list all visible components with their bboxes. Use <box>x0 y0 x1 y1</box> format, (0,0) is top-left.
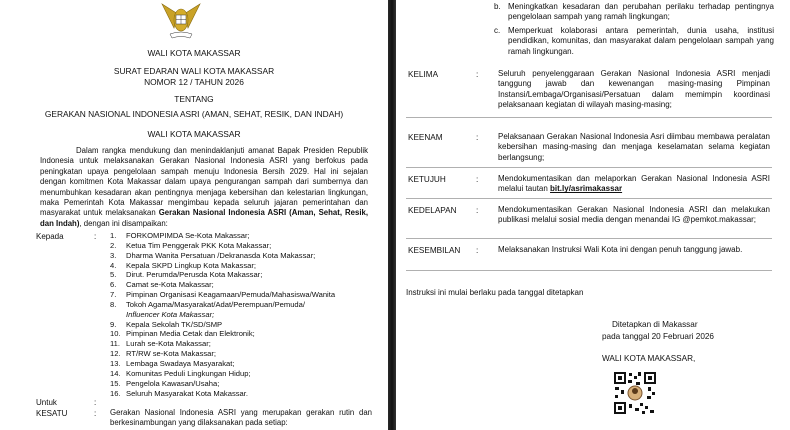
recipient-number: 15. <box>110 378 121 388</box>
recipient-item <box>110 320 335 330</box>
kepada-colon: : <box>94 232 97 241</box>
kedelapan-colon: : <box>476 206 479 215</box>
signatory-title: WALI KOTA MAKASSAR, <box>602 354 696 363</box>
recipient-item <box>110 349 335 359</box>
recipient-item <box>110 280 335 290</box>
recipient-text: Pimpinan Media Cetak dan Elektronik; <box>126 329 255 339</box>
document-subject: GERAKAN NASIONAL INDONESIA ASRI (AMAN, SEHAT, RESIK, DAN INDAH) <box>44 109 344 119</box>
recipient-item <box>110 251 335 261</box>
keenam-colon: : <box>476 133 479 142</box>
recipient-text: Kepala SKPD Lingkup Kota Makassar; <box>126 260 257 270</box>
recipient-item <box>110 339 335 349</box>
recipient-number: 3. <box>110 250 117 260</box>
document-page-left <box>0 0 388 430</box>
kesembilan-colon: : <box>476 246 479 255</box>
divider <box>406 167 772 168</box>
kelima-colon: : <box>476 70 479 79</box>
ditetapkan-date: pada tanggal 20 Februari 2026 <box>602 332 714 341</box>
closing-statement: Instruksi ini mulai berlaku pada tanggal ditetapkan <box>406 288 584 297</box>
recipient-text: FORKOMPIMDA Se-Kota Makassar; <box>126 231 250 240</box>
recipient-number: 8. <box>110 299 117 309</box>
recipient-number: 16. <box>110 388 121 398</box>
kedelapan-text: Mendokumentasikan Gerakan Nasional Indonesia ASRI dan melakukan publikasi melalui sosial media dengan menandai IG @pemkot.makassar; <box>498 205 770 225</box>
keenam-label: KEENAM <box>408 133 443 142</box>
recipient-item <box>110 300 335 310</box>
ketujuh-text-body: Mendokumentasikan dan melaporkan Gerakan Nasional Indonesia ASRI melalui tautan <box>498 174 770 194</box>
ketujuh-text <box>498 174 770 195</box>
recipient-text: Ketua Tim Penggerak PKK Kota Makassar; <box>126 240 272 250</box>
recipient-item <box>110 389 335 399</box>
document-page-right <box>396 0 790 430</box>
recipient-text: Komunitas Peduli Lingkungan Hidup; <box>126 368 251 378</box>
kepada-label: Kepada <box>36 232 64 241</box>
recipient-text: Dharma Wanita Persatuan /Dekranasda Kota Makassar; <box>126 250 316 260</box>
report-link[interactable]: bit.ly/asrimakassar <box>550 184 623 194</box>
recipient-item <box>110 241 335 251</box>
page-gutter <box>388 0 396 430</box>
recipient-text: RT/RW se-Kota Makassar; <box>126 349 217 359</box>
list-item-b <box>494 2 774 23</box>
recipient-item <box>110 310 335 320</box>
document-type: SURAT EDARAN WALI KOTA MAKASSAR <box>113 66 275 76</box>
untuk-colon: : <box>94 398 97 407</box>
list-item-c-marker: c. <box>494 26 501 35</box>
kesembilan-text: Melaksanakan Instruksi Wali Kota ini dengan penuh tanggung jawab. <box>498 245 743 254</box>
recipient-item <box>110 369 335 379</box>
intro-text-end: , dengan ini disampaikan: <box>79 218 168 228</box>
recipient-number: 1. <box>110 231 117 240</box>
recipient-number: 11. <box>110 339 120 349</box>
kedelapan-label: KEDELAPAN <box>408 206 457 215</box>
recipient-text: Seluruh Masyarakat Kota Makassar. <box>126 388 248 398</box>
keenam-text: Pelaksanaan Gerakan Nasional Indonesia Asri diimbau membawa peralatan kebersihan masing-masing dan menjaga keselamatan selama kegiatan berlangsung; <box>498 132 770 162</box>
tentang-label: TENTANG <box>174 94 214 104</box>
recipient-text: Influencer Kota Makassar; <box>126 309 215 319</box>
recipient-list <box>110 231 335 398</box>
letter-heading: WALI KOTA MAKASSAR <box>147 48 241 58</box>
recipient-number: 12. <box>110 349 121 359</box>
recipient-text: Lurah se-Kota Makassar; <box>126 339 211 349</box>
intro-text: Dalam rangka mendukung dan menindaklanjuti amanat Bapak Presiden Republik Indonesia untuk melaksanakan Gerakan Nasional Indonesia ASRI yang berfokus pada peningkatan upaya pengelolaan sampah menuju Indonesia Bersih 2029. Hal ini sejalan dengan komitmen Kota Makassar dalam upaya pengurangan sampah dari sumbernya dan menumbuhkan kesadaran akan pentingnya menjaga kebersihan dan kelestarian lingkungan, maka Pemerintah Kota Makassar mengimbau kepada seluruh jajaran pemerintahan dan masyarakat untuk melaksanakan <box>40 146 368 218</box>
recipient-text: Tokoh Agama/Masyarakat/Adat/Perempuan/Pemuda/ <box>126 299 305 309</box>
qr-code-signature <box>612 370 658 416</box>
intro-paragraph <box>40 146 368 229</box>
document-number: NOMOR 12 / TAHUN 2026 <box>144 77 244 87</box>
intro-bold-text: Gerakan Nasional Indonesia ASRI (Aman, Sehat, Resik, dan Indah) <box>40 208 368 228</box>
list-item-b-text: Meningkatkan kesadaran dan perubahan perilaku terhadap pentingnya pengelolaan sampah yang ramah lingkungan; <box>508 2 774 22</box>
recipient-item <box>110 329 335 339</box>
divider <box>406 270 772 271</box>
recipient-number: 13. <box>110 358 121 368</box>
ketujuh-colon: : <box>476 175 479 184</box>
untuk-label: Untuk <box>36 398 57 407</box>
kelima-label: KELIMA <box>408 70 439 79</box>
recipient-item <box>110 359 335 369</box>
recipient-number: 4. <box>110 260 117 270</box>
recipient-text: Pimpinan Organisasi Keagamaan/Pemuda/Mahasiswa/Wanita <box>126 290 336 300</box>
recipient-number: 9. <box>110 319 117 329</box>
recipient-item <box>110 379 335 389</box>
recipient-text: Kepala Sekolah TK/SD/SMP <box>126 319 223 329</box>
kesatu-colon: : <box>94 409 97 418</box>
divider <box>406 198 772 199</box>
divider <box>406 117 772 118</box>
recipient-number: 7. <box>110 290 117 300</box>
ditetapkan-place: Ditetapkan di Makassar <box>612 320 698 329</box>
recipient-text: Pengelola Kawasan/Usaha; <box>126 378 220 388</box>
divider <box>406 238 772 239</box>
recipient-number: 10. <box>110 329 121 339</box>
recipient-number: 5. <box>110 270 117 280</box>
recipient-item <box>110 231 335 241</box>
issuer-title: WALI KOTA MAKASSAR <box>147 129 241 139</box>
kesatu-text: Gerakan Nasional Indonesia ASRI yang merupakan gerakan rutin dan berkesinambungan yang dilaksanakan pada setiap: <box>110 408 372 428</box>
recipient-text: Dirut. Perumda/Perusda Kota Makassar; <box>126 270 263 280</box>
list-item-c-text: Memperkuat kolaborasi antara pemerintah, dunia usaha, institusi pendidikan, komunitas, dan masyarakat dalam pengelolaan sampah yang ramah lingkungan. <box>508 26 774 56</box>
recipient-item <box>110 290 335 300</box>
ketujuh-label: KETUJUH <box>408 175 446 184</box>
recipient-item <box>110 270 335 280</box>
recipient-number: 2. <box>110 240 117 250</box>
recipient-text: Lembaga Swadaya Masyarakat; <box>126 358 235 368</box>
list-item-b-marker: b. <box>494 2 501 11</box>
kesatu-label: KESATU <box>36 409 68 418</box>
recipient-text: Camat se-Kota Makassar; <box>126 280 214 290</box>
recipient-number: 14. <box>110 368 121 378</box>
garuda-emblem <box>158 0 204 40</box>
list-item-c <box>494 26 774 57</box>
kesembilan-label: KESEMBILAN <box>408 246 461 255</box>
recipient-number: 6. <box>110 280 117 290</box>
recipient-item <box>110 261 335 271</box>
kelima-text: Seluruh penyelenggaraan Gerakan Nasional Indonesia ASRI menjadi tanggung jawab dan kewenangan masing-masing Pimpinan Instansi/Lembaga/Organisasi/Persatuan dalam memimpin koordinasi pelaksanaan kegiatan di wilayah masing-masing; <box>498 69 770 110</box>
